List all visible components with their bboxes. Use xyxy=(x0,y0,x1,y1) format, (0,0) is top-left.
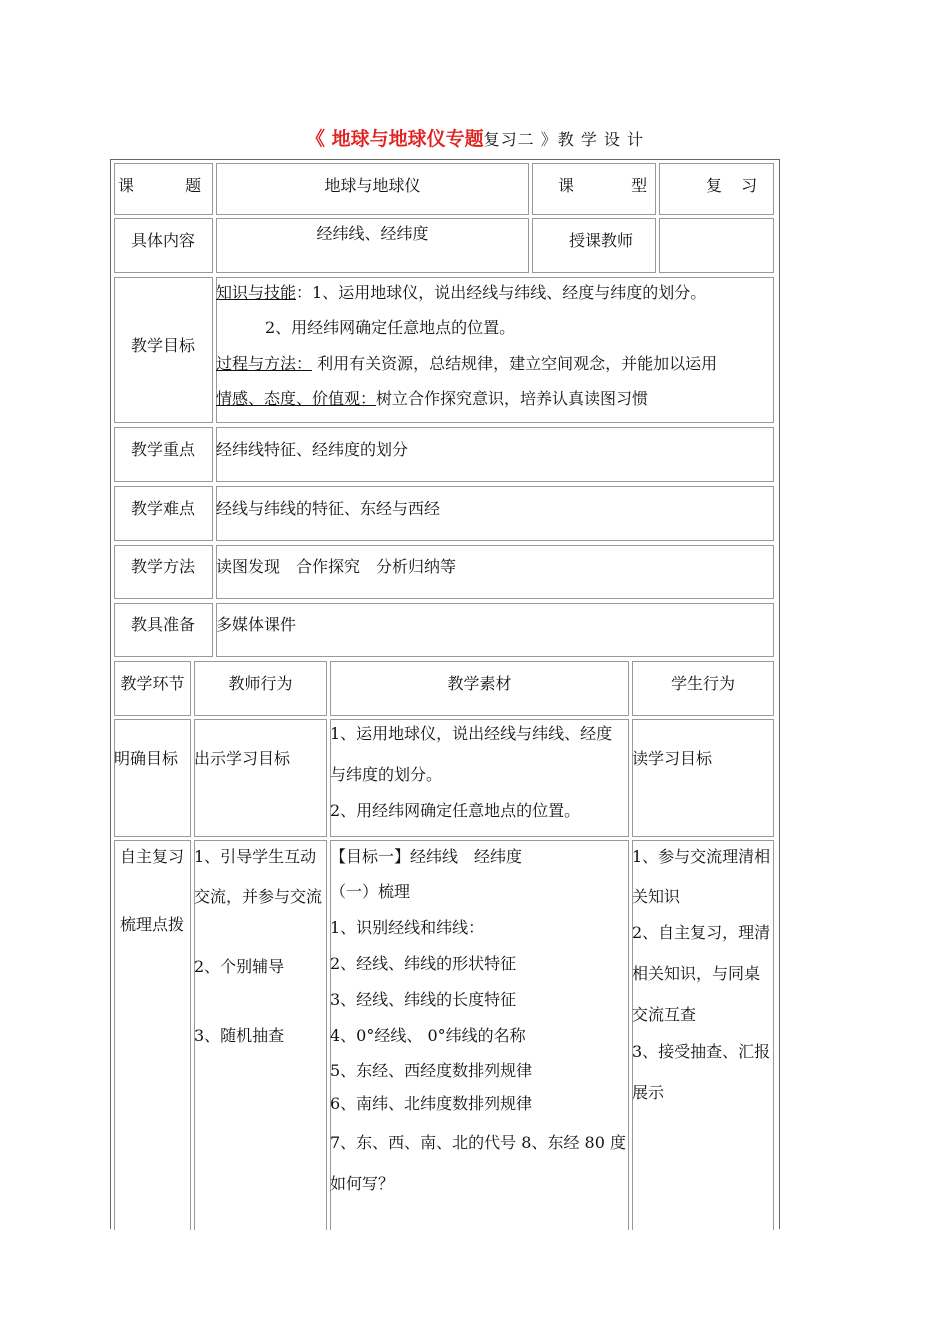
row1-material-3: 2、用经纬网确定任意地点的位置。 xyxy=(330,801,581,820)
row1-student-cell xyxy=(632,719,774,837)
row2-material-5: 3、经线、纬线的长度特征 xyxy=(330,990,517,1009)
row2-material-3: 1、识别经线和纬线： xyxy=(330,918,485,937)
teacher-label: 授课教师 xyxy=(569,231,634,250)
skill-2: 2、用经纬网确定任意地点的位置。 xyxy=(265,318,516,337)
row2-teacher-2: 交流，并参与交流 xyxy=(194,887,323,906)
topic-label: 课 题 xyxy=(118,176,202,195)
row1-student: 读学习目标 xyxy=(632,749,713,768)
row2-material-9: 7、东、西、南、北的代号 8、东经 80 度 xyxy=(330,1133,626,1152)
skill-label: 知识与技能 xyxy=(216,283,297,302)
row2-material-2: （一）梳理 xyxy=(330,882,411,901)
cell-teacher-value xyxy=(659,218,774,273)
content-value: 经纬线、经纬度 xyxy=(316,224,429,243)
row2-material-6: 4、0°经线、 0°纬线的名称 xyxy=(330,1026,526,1045)
difficulty-label: 教学难点 xyxy=(131,499,196,518)
key-label: 教学重点 xyxy=(131,440,196,459)
key-value: 经纬线特征、经纬度的划分 xyxy=(216,440,409,459)
row2-material-1: 【目标一】经纬线 经纬度 xyxy=(330,847,523,866)
row2-step-2: 梳理点拨 xyxy=(120,915,185,934)
method-label: 教学方法 xyxy=(131,557,196,576)
type-value: 复 习 xyxy=(706,176,758,195)
goal-skill-line xyxy=(216,283,706,303)
row2-student-5: 交流互查 xyxy=(632,1005,697,1024)
row2-material-8: 6、南纬、北纬度数排列规律 xyxy=(330,1094,533,1113)
row2-material-4: 2、经线、纬线的形状特征 xyxy=(330,954,517,973)
cell-tools-value xyxy=(216,603,774,657)
goal-process-line xyxy=(216,354,717,374)
row1-material-1: 1、运用地球仪，说出经线与纬线、经度 xyxy=(330,724,613,743)
skill-1: ：1、运用地球仪，说出经线与纬线、经度与纬度的划分。 xyxy=(296,283,707,302)
topic-value: 地球与地球仪 xyxy=(324,176,421,195)
title-open: 《 xyxy=(305,128,325,150)
header-step: 教学环节 xyxy=(120,674,185,693)
tools-value: 多媒体课件 xyxy=(216,615,297,634)
method-value: 读图发现 合作探究 分析归纳等 xyxy=(216,557,457,576)
row2-step-cell xyxy=(114,840,191,1230)
document-title xyxy=(0,124,950,151)
process-text: 利用有关资源，总结规律，建立空间观念，并能加以运用 xyxy=(317,354,718,373)
row1-material-2: 与纬度的划分。 xyxy=(330,765,443,784)
row1-teacher-cell xyxy=(194,719,327,837)
emotion-text: 树立合作探究意识，培养认真读图习惯 xyxy=(376,389,649,408)
row2-student-6: 3、接受抽查、汇报 xyxy=(632,1042,771,1061)
row2-student-1: 1、参与交流理清相 xyxy=(632,847,771,866)
process-label: 过程与方法： xyxy=(216,354,313,373)
row2-student-2: 关知识 xyxy=(632,887,681,906)
goal-emotion-line xyxy=(216,389,648,409)
row2-student-7: 展示 xyxy=(632,1083,665,1102)
difficulty-value: 经线与纬线的特征、东经与西经 xyxy=(216,499,441,518)
row1-step: 明确目标 xyxy=(114,749,179,768)
content-label: 具体内容 xyxy=(131,231,196,250)
row2-teacher-1: 1、引导学生互动 xyxy=(194,847,317,866)
header-student: 学生行为 xyxy=(670,674,735,693)
row2-material-7: 5、东经、西经度数排列规律 xyxy=(330,1061,533,1080)
type-label: 课 型 xyxy=(558,176,648,195)
row2-material-10: 如何写？ xyxy=(330,1174,395,1193)
emotion-label: 情感、态度、价值观： xyxy=(216,389,377,408)
goals-label: 教学目标 xyxy=(131,336,196,355)
row1-step-cell xyxy=(114,719,191,837)
row2-student-3: 2、自主复习，理清 xyxy=(632,923,771,942)
row1-teacher: 出示学习目标 xyxy=(194,749,291,768)
title-close: 》教 学 设 计 xyxy=(540,130,645,149)
row2-teacher-4: 3、随机抽查 xyxy=(194,1026,285,1045)
title-sub: 复习二 xyxy=(483,130,535,149)
row2-step-1: 自主复习 xyxy=(120,847,185,866)
header-teacher: 教师行为 xyxy=(228,674,293,693)
row2-teacher-3: 2、个别辅导 xyxy=(194,957,285,976)
header-material: 教学素材 xyxy=(447,674,512,693)
title-main: 地球与地球仪专题 xyxy=(331,128,484,150)
row2-student-4: 相关知识，与同桌 xyxy=(632,964,761,983)
tools-label: 教具准备 xyxy=(131,615,196,634)
